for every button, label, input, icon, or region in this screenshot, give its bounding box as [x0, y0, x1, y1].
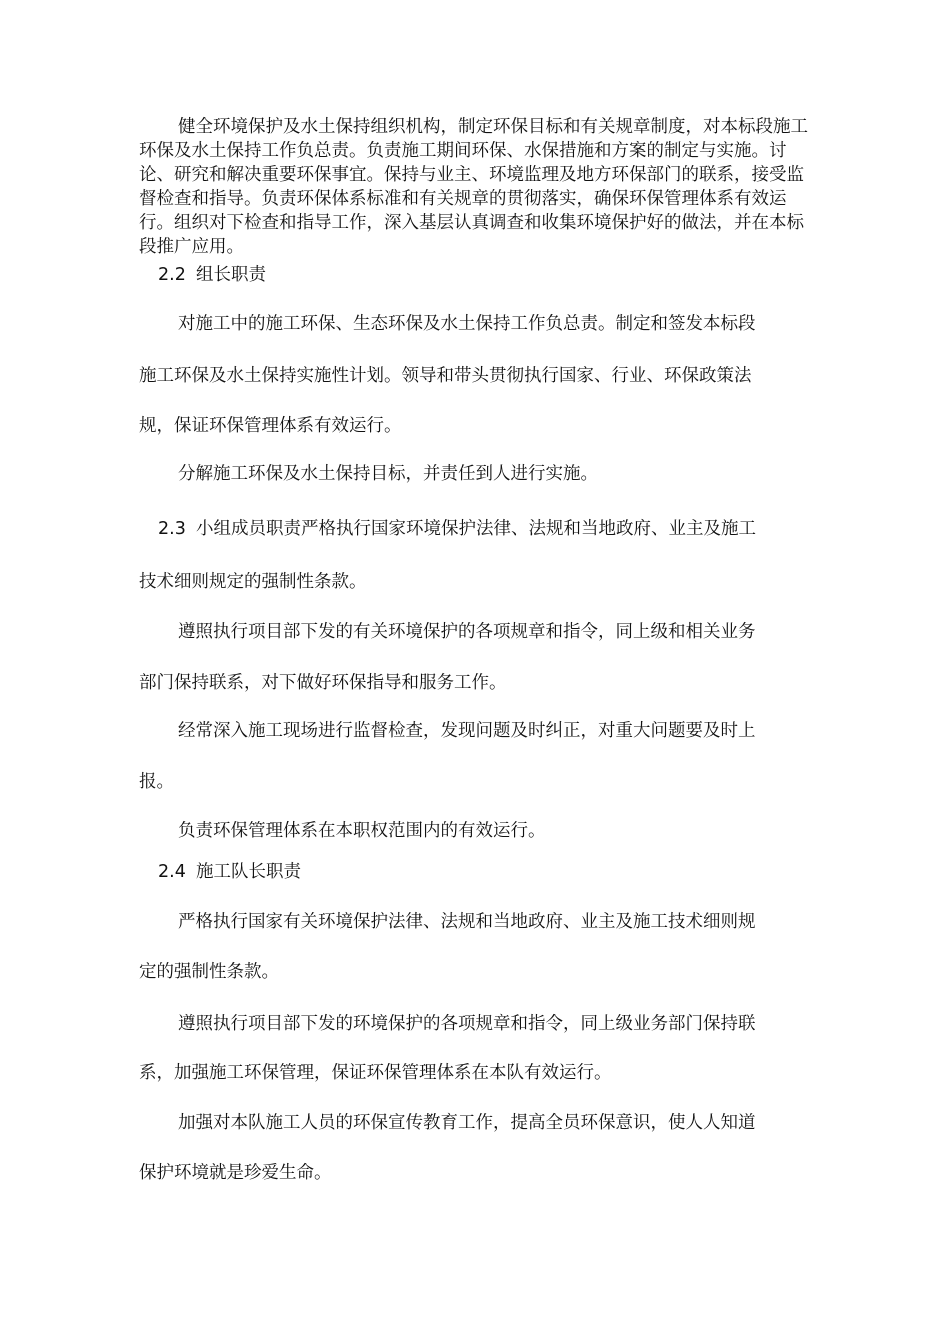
- section-2-3-para2-line2: 报。: [139, 772, 174, 792]
- section-2-4-para2-line2: 系，加强施工环保管理，保证环保管理体系在本队有效运行。: [139, 1063, 612, 1083]
- section-2-4-heading: 2.4 施工队长职责: [158, 862, 301, 882]
- section-2-4-para3-line2: 保护环境就是珍爱生命。: [139, 1163, 332, 1183]
- section-2-3-para1-line2: 部门保持联系，对下做好环保指导和服务工作。: [139, 673, 507, 693]
- section-2-3-heading-line2: 技术细则规定的强制性条款。: [139, 572, 367, 592]
- section-2-1-paragraph: 健全环境保护及水土保持组织机构，制定环保目标和有关规章制度，对本标段施工环保及水土保持工作负总责。负责施工期间环保、水保措施和方案的制定与实施。讨论、研究和解决重要环保事宜。保持与业主、环境监理及地方环保部门的联系，接受监督检查和指导。负责环保体系标准和有关规章的贯彻落实，确保环保管理体系有效运行。组织对下检查和指导工作，深入基层认真调查和收集环境保护好的做法，并在本标段推广应用。: [139, 117, 808, 257]
- section-2-3-para2-line1: 经常深入施工现场进行监督检查，发现问题及时纠正，对重大问题要及时上: [178, 721, 756, 741]
- section-2-4-para2-line1: 遵照执行项目部下发的环境保护的各项规章和指令，同上级业务部门保持联: [178, 1014, 756, 1034]
- section-2-3-heading: 2.3 小组成员职责严格执行国家环境保护法律、法规和当地政府、业主及施工: [158, 519, 756, 539]
- section-2-3-para3: 负责环保管理体系在本职权范围内的有效运行。: [178, 821, 546, 841]
- section-2-2-heading: 2.2 组长职责: [158, 265, 266, 285]
- section-2-4-para1-line1: 严格执行国家有关环境保护法律、法规和当地政府、业主及施工技术细则规: [178, 912, 756, 932]
- section-2-4-para3-line1: 加强对本队施工人员的环保宣传教育工作，提高全员环保意识，使人人知道: [178, 1113, 756, 1133]
- section-2-2-para1-line1: 对施工中的施工环保、生态环保及水土保持工作负总责。制定和签发本标段: [178, 314, 756, 334]
- section-2-3-para1-line1: 遵照执行项目部下发的有关环境保护的各项规章和指令，同上级和相关业务: [178, 622, 756, 642]
- section-2-4-para1-line2: 定的强制性条款。: [139, 962, 279, 982]
- section-2-2-para1-line3: 规，保证环保管理体系有效运行。: [139, 416, 402, 436]
- section-2-2-para1-line2: 施工环保及水土保持实施性计划。领导和带头贯彻执行国家、行业、环保政策法: [139, 366, 752, 386]
- section-2-2-para2: 分解施工环保及水土保持目标，并责任到人进行实施。: [178, 464, 598, 484]
